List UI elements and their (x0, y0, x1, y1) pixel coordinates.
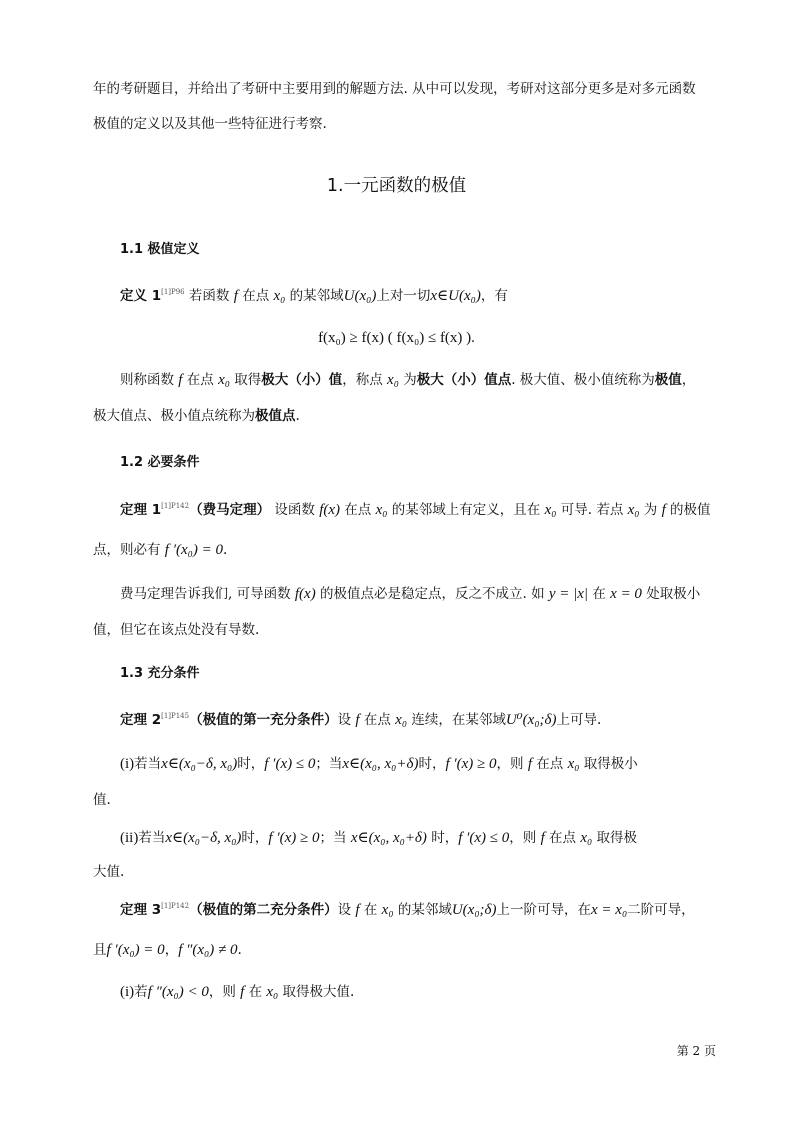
formula-extremum: f(x₀) ≥ f(x) ( f(x₀) ≤ f(x) ). (318, 330, 475, 346)
condition-ii-line-2: 大值. (93, 864, 125, 880)
def-paragraph-line-2: 极大值点、极小值点统称为极值点. (93, 408, 300, 424)
fermat-remark-line-1: 费马定理告诉我们, 可导函数 f(x) 的极值点必是稳定点，反之不成立. 如 y = |x| 在 x = 0 处取极小 (120, 586, 701, 602)
definition-label: 定义 1 (120, 288, 162, 304)
condition-i-line-2: 值. (93, 792, 111, 808)
fermat-remark-line-2: 值，但它在该点处没有导数. (93, 622, 260, 638)
theorem-1-line-2: 点，则必有 f ′(x₀) = 0. (93, 542, 228, 558)
condition-iii: (i)若f ″(x₀) < 0，则 f 在 x₀ 取得极大值. (120, 984, 355, 1000)
theorem-3-line-2: 且f ′(x₀) = 0，f ″(x₀) ≠ 0. (93, 942, 242, 958)
def-paragraph-line-1: 则称函数 f 在点 x₀ 取得极大（小）值，称点 x₀ 为极大（小）值点. 极大值、极小值统称为极值， (120, 372, 696, 388)
intro-line-2: 极值的定义以及其他一些特征进行考察. (93, 116, 327, 132)
definition-1: 定义 1$^{[1]P96}$ 若函数 f 在点 x₀ 的某邻域U(x₀)上对一切x∈U(x₀)，有 (120, 288, 508, 304)
page-number: 第 2 页 (676, 1044, 716, 1058)
heading-1-2: 1.2 必要条件 (120, 455, 200, 470)
condition-ii-line-1: (ii)若当x∈(x₀−δ, x₀)时，f ′(x) ≥ 0；当 x∈(x₀, x₀+δ) 时，f ′(x) ≤ 0，则 f 在点 x₀ 取得极 (120, 830, 638, 846)
condition-i-line-1: (i)若当x∈(x₀−δ, x₀)时，f ′(x) ≤ 0；当x∈(x₀, x₀+δ)时，f ′(x) ≥ 0，则 f 在点 x₀ 取得极小 (120, 756, 638, 772)
section-title: 1.一元函数的极值 (326, 176, 467, 196)
theorem-3-line-1: 定理 3$^{[1]P142}$（极值的第二充分条件）设 f 在 x₀ 的某邻域U(x₀;δ)上一阶可导，在x = x₀二阶可导， (120, 902, 695, 918)
heading-1-3: 1.3 充分条件 (120, 666, 200, 681)
theorem-2: 定理 2$^{[1]P145}$（极值的第一充分条件）设 f 在点 x₀ 连续，在某邻域U⁰(x₀;δ)上可导. (120, 712, 602, 728)
heading-1-1: 1.1 极值定义 (120, 242, 200, 257)
intro-line-1: 年的考研题目，并给出了考研中主要用到的解题方法. 从中可以发现，考研对这部分更多是对多元函数 (93, 81, 696, 97)
citation: [1]P96 (161, 288, 185, 296)
theorem-1-line-1: 定理 1$^{[1]P142}$（费马定理） 设函数 f(x) 在点 x₀ 的某邻域上有定义，且在 x₀ 可导. 若点 x₀ 为 f 的极值 (120, 502, 711, 518)
